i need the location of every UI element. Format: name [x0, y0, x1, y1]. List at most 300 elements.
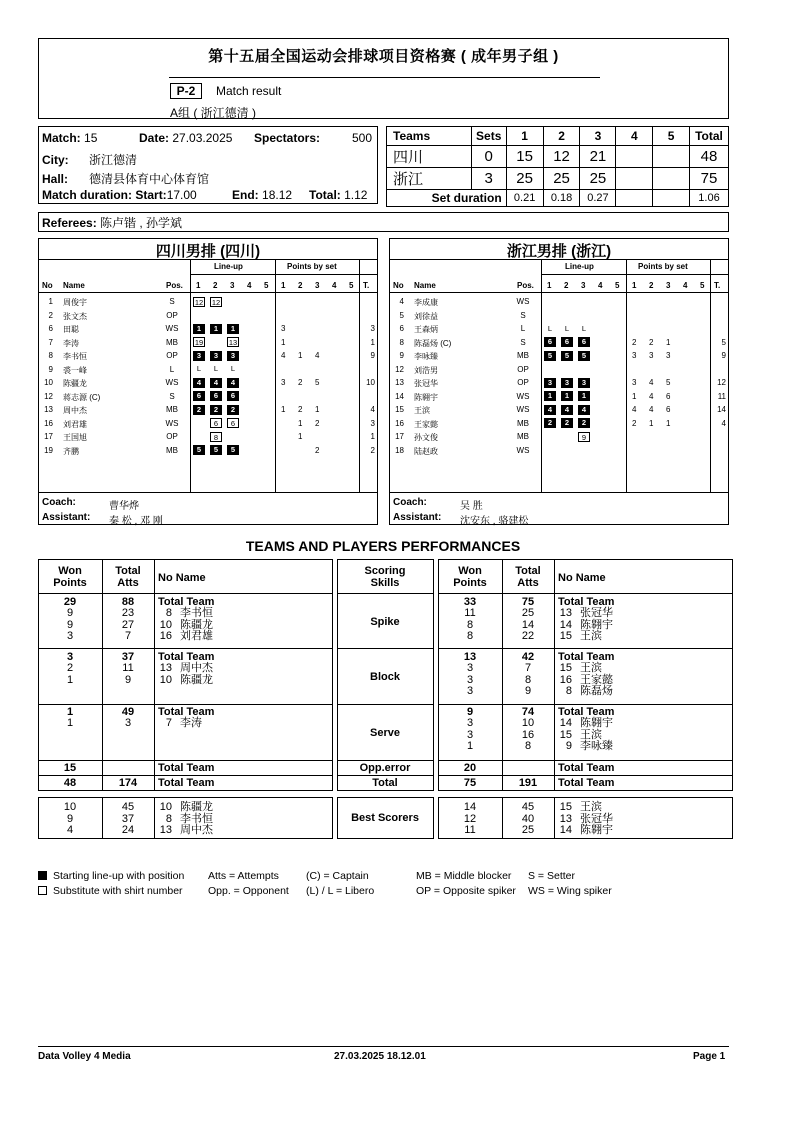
right-player-atts: 10: [521, 717, 535, 729]
lineup-marker: 1: [561, 391, 573, 401]
scoreboard-row-away: [387, 168, 729, 190]
right-total-atts: 191: [518, 777, 538, 789]
right-team-label: Total Team: [558, 596, 615, 608]
skills-row-divider: [337, 760, 433, 761]
col-no: No: [393, 281, 404, 290]
player-name: 李涛: [63, 338, 79, 348]
legend-s: S = Setter: [528, 870, 575, 882]
player-name: 陈磊炀 (C): [414, 338, 452, 348]
lineup-marker: 5: [578, 351, 590, 361]
referees-label: Referees:: [42, 216, 97, 230]
lineup-marker: 2: [544, 418, 556, 428]
lineup-marker: 1: [193, 324, 205, 334]
scoreboard-table: [386, 126, 729, 207]
left-best-name: 李书恒: [180, 812, 213, 825]
sets-won: 0: [471, 146, 506, 168]
left-performance-row-divider: [38, 593, 332, 594]
team-name: 浙江: [387, 168, 472, 190]
player-name: 刘君雄: [63, 419, 87, 429]
skills-table: [337, 559, 434, 791]
right-performance-col-divider: [554, 559, 555, 790]
player-total-points: 1: [370, 432, 375, 441]
skills-row-divider: [337, 648, 433, 649]
legend-op: OP = Opposite spiker: [416, 885, 516, 897]
player-number: 2: [48, 310, 53, 320]
right-best-won: 12: [463, 812, 477, 825]
lineup-marker: 6: [210, 391, 222, 401]
lineup-marker: 5: [210, 445, 222, 455]
lineup-marker: 4: [544, 405, 556, 415]
player-name: 陈翱宇: [414, 392, 438, 402]
left-player-number: 7: [165, 717, 172, 729]
player-total-points: 14: [717, 405, 726, 414]
player-number: 1: [48, 297, 53, 306]
team-header-rule: [390, 259, 728, 260]
right-total-won: 75: [463, 777, 477, 789]
lineup-marker: 6: [210, 418, 222, 428]
player-position: S: [520, 337, 526, 347]
player-number: 12: [395, 364, 404, 374]
total-set-duration: 1.06: [690, 190, 729, 207]
right-player-won: 3: [466, 662, 474, 674]
left-player-atts: 3: [124, 717, 132, 729]
left-player-atts: 27: [121, 618, 135, 631]
right-player-won: 3: [466, 728, 474, 741]
right-player-won: 3: [466, 673, 474, 686]
left-best-name: 周中杰: [180, 824, 213, 836]
player-name: 周俊宇: [63, 298, 87, 307]
lineup-marker: L: [581, 323, 587, 333]
set-points: 1: [298, 432, 303, 441]
col-lineup-set: 1: [196, 281, 201, 290]
left-header-name: No Name: [158, 572, 206, 584]
team-panel-home: [38, 238, 378, 525]
group-label: A组 ( 浙江德清 ): [170, 106, 256, 120]
set-points: 3: [281, 378, 286, 387]
player-total-points: 2: [370, 445, 375, 455]
right-team-won: 33: [463, 596, 477, 608]
team-name: 四川: [387, 146, 472, 168]
lineup-marker: 4: [210, 378, 222, 388]
player-total-points: 10: [366, 378, 375, 387]
header-set-4: 4: [616, 127, 653, 146]
left-best-divider: [102, 797, 103, 838]
right-performance-row-divider: [438, 775, 732, 776]
report-code: P-2: [170, 83, 202, 99]
footer-left: Data Volley 4 Media: [38, 1051, 131, 1062]
lineup-marker: 3: [210, 351, 222, 361]
left-best-atts: 45: [121, 801, 135, 813]
header-total: Total: [690, 127, 729, 146]
date-label: Date:: [139, 131, 170, 145]
left-best-number: 10: [159, 801, 172, 813]
lineup-marker: L: [230, 364, 236, 373]
set-points: 5: [315, 378, 320, 387]
coach-rule: [390, 492, 728, 493]
right-player-name: 陈翱宇: [580, 618, 613, 631]
legend-ws: WS = Wing spiker: [528, 885, 612, 897]
lineup-marker: 12: [211, 297, 221, 307]
lineup-marker: 2: [561, 418, 573, 428]
right-header-name: No Name: [558, 572, 606, 584]
right-player-won: 11: [464, 607, 476, 619]
footer-timestamp: 27.03.2025 18.12.01: [334, 1051, 426, 1062]
lineup-marker: 5: [561, 351, 573, 361]
set-points: 4: [315, 351, 320, 360]
lineup-marker: 19: [194, 338, 204, 347]
legend-starting: [38, 870, 184, 882]
player-position: OP: [517, 364, 529, 374]
right-header-won: Won Points: [453, 565, 487, 589]
right-best-atts: 25: [521, 824, 535, 836]
match-info-box: [38, 126, 378, 204]
left-player-name: 陈疆龙: [180, 618, 213, 631]
player-number: 13: [44, 405, 53, 414]
right-player-atts: 16: [521, 728, 535, 741]
right-performance-table: [438, 559, 733, 791]
player-name: 王家懿: [414, 419, 438, 429]
best-skills-cell: [337, 797, 434, 839]
right-opp-error-won: 20: [463, 762, 477, 774]
right-performance-row-divider: [438, 704, 732, 705]
left-player-number: 16: [159, 630, 172, 642]
set-points: 6: [666, 405, 671, 414]
set-points: 3: [281, 324, 286, 333]
player-position: WS: [516, 445, 530, 455]
player-position: OP: [166, 351, 178, 360]
left-player-number: 10: [159, 673, 172, 686]
left-best-atts: 24: [121, 824, 135, 836]
right-player-name: 王滨: [580, 662, 602, 674]
right-player-atts: 14: [521, 618, 535, 631]
player-total-points: 9: [721, 351, 726, 360]
player-name: 刘徐益: [414, 311, 438, 321]
player-number: 13: [395, 378, 404, 387]
player-position: MB: [517, 351, 529, 360]
set-duration: [653, 190, 690, 207]
left-player-atts: 11: [122, 662, 134, 674]
lineup-marker: 5: [227, 445, 239, 455]
player-position: MB: [166, 405, 178, 414]
skill-name: Total: [372, 777, 398, 789]
set-duration: [616, 190, 653, 207]
lineup-marker: 6: [578, 337, 590, 347]
right-player-atts: 7: [524, 662, 532, 674]
column-header-rule: [390, 292, 728, 293]
set-score: [653, 146, 690, 168]
match-number: 15: [84, 131, 98, 145]
city-label: City:: [42, 153, 69, 167]
left-team-atts: 49: [121, 706, 135, 718]
right-team-atts: 75: [521, 596, 535, 608]
set-score: 21: [580, 146, 616, 168]
outline-square-icon: [38, 886, 47, 895]
player-total-points: 12: [717, 378, 726, 387]
header-set-3: 3: [580, 127, 616, 146]
right-player-atts: 8: [524, 740, 532, 752]
player-position: S: [520, 310, 526, 320]
points-divider: [626, 259, 627, 492]
right-player-number: 15: [559, 728, 572, 741]
set-duration-row: [387, 190, 729, 207]
lineup-marker: 13: [228, 338, 238, 347]
header-rule: [169, 77, 600, 78]
right-best-won: 14: [463, 801, 477, 813]
right-best-name: 陈翱宇: [580, 824, 613, 836]
left-player-number: 10: [159, 618, 172, 631]
left-player-name: 周中杰: [180, 662, 213, 674]
right-performance-row-divider: [438, 648, 732, 649]
lineup-marker: L: [213, 364, 219, 373]
coach-name: 吴 胜: [460, 501, 483, 512]
lineup-marker: 4: [578, 405, 590, 415]
lineup-marker: 4: [193, 378, 205, 388]
col-lineup-set: 4: [598, 281, 603, 290]
player-name: 李咏臻: [414, 352, 438, 361]
right-player-won: 3: [466, 717, 474, 729]
player-total-points: 1: [370, 337, 375, 347]
lineup-marker: 1: [578, 391, 590, 401]
set-points: 4: [632, 405, 637, 414]
total-label: Total:: [309, 188, 341, 202]
legend-starting-text: Starting line-up with position: [53, 870, 185, 882]
player-total-points: 3: [370, 324, 375, 333]
right-team-won: 13: [463, 651, 477, 663]
lineup-marker: 6: [227, 418, 239, 428]
left-best-won: 9: [66, 812, 74, 825]
right-player-name: 王滨: [580, 728, 602, 741]
set-points: 1: [666, 418, 671, 428]
left-best-number: 8: [165, 812, 172, 825]
right-player-number: 13: [559, 607, 572, 619]
right-best-atts: 45: [521, 801, 535, 813]
filled-square-icon: [38, 871, 47, 880]
subheader-rule: [541, 274, 728, 275]
right-total-label: Total Team: [558, 777, 615, 789]
player-number: 6: [399, 324, 404, 333]
player-position: WS: [165, 324, 179, 333]
coach-name: 曹华烨: [109, 501, 139, 512]
report-header: [38, 38, 729, 119]
lineup-marker: 1: [544, 391, 556, 401]
lineup-marker: L: [547, 323, 553, 333]
team-name-heading: 浙江男排 (浙江): [506, 243, 612, 260]
col-points-set: 2: [298, 281, 303, 290]
lineup-marker: L: [196, 364, 202, 373]
set-points: 2: [649, 337, 654, 347]
set-points: 1: [666, 337, 671, 347]
col-lineup-set: 5: [615, 281, 620, 290]
set-score: [653, 168, 690, 190]
set-duration: 0.18: [543, 190, 580, 207]
left-team-atts: 88: [121, 596, 135, 608]
player-name: 张文杰: [63, 311, 87, 321]
set-points: 3: [649, 351, 654, 360]
player-name: 蒋志源 (C): [63, 392, 101, 402]
start-time: 17.00: [166, 188, 197, 202]
left-best-won: 10: [63, 801, 77, 813]
legend-captain: (C) = Captain: [306, 870, 369, 882]
set-score: 12: [543, 146, 580, 168]
left-team-label: Total Team: [158, 596, 215, 608]
city-value: 浙江德清: [89, 153, 138, 167]
left-performance-row-divider: [38, 648, 332, 649]
right-opp-error-label: Total Team: [558, 762, 615, 774]
total-divider: [359, 259, 360, 492]
player-number: 19: [44, 445, 53, 455]
set-points: 1: [632, 391, 637, 401]
left-team-atts: 37: [121, 651, 135, 663]
right-best-table: [438, 797, 733, 839]
col-lineup-set: 3: [230, 281, 235, 290]
right-team-atts: 42: [521, 651, 535, 663]
legend-substitute-text: Substitute with shirt number: [53, 885, 183, 897]
player-position: MB: [517, 418, 529, 428]
total-divider: [710, 259, 711, 492]
legend-libero: (L) / L = Libero: [306, 885, 375, 897]
lineup-marker: 4: [227, 378, 239, 388]
col-lineup-set: 5: [264, 281, 269, 290]
col-points-set: 5: [349, 281, 354, 290]
right-player-number: 15: [559, 662, 572, 674]
left-player-name: 陈疆龙: [180, 673, 213, 686]
left-player-won: 9: [66, 618, 74, 631]
points-label: Points by set: [287, 262, 337, 271]
player-number: 9: [399, 351, 404, 360]
assistant-names: 沈安东 , 骆建松: [460, 516, 529, 527]
right-best-name: 王滨: [580, 801, 602, 813]
player-position: WS: [516, 391, 530, 401]
left-player-won: 1: [66, 673, 74, 686]
skill-name: Block: [370, 671, 400, 683]
player-name: 裘一峰: [63, 365, 87, 375]
right-player-atts: 25: [521, 607, 535, 619]
sets-won: 3: [471, 168, 506, 190]
right-player-number: 15: [559, 630, 572, 642]
right-team-label: Total Team: [558, 651, 615, 663]
hall-value: 德清县体育中心体育馆: [89, 172, 210, 186]
subheader-rule: [190, 274, 377, 275]
points-label: Points by set: [638, 262, 688, 271]
lineup-marker: 1: [210, 324, 222, 334]
referees-box: [38, 212, 729, 232]
set-points: 2: [298, 378, 303, 387]
total-duration: 1.12: [344, 188, 368, 202]
legend-atts: Atts = Attempts: [208, 870, 279, 882]
lineup-marker: 5: [544, 351, 556, 361]
player-number: 12: [44, 391, 53, 401]
player-name: 陆赵政: [414, 446, 438, 456]
left-team-won: 29: [63, 596, 77, 608]
left-player-number: 8: [165, 607, 172, 619]
lineup-marker: 6: [227, 391, 239, 401]
player-total-points: 4: [721, 418, 726, 428]
set-points: 1: [281, 337, 286, 347]
best-scorers-label: Best Scorers: [351, 812, 419, 824]
col-lineup-set: 3: [581, 281, 586, 290]
right-player-atts: 22: [521, 630, 535, 642]
left-player-name: 李涛: [180, 717, 202, 729]
set-score: [616, 146, 653, 168]
col-points-set: 2: [649, 281, 654, 290]
col-name: Name: [414, 281, 436, 290]
player-name: 王森炳: [414, 325, 438, 334]
set-score: 25: [506, 168, 543, 190]
col-lineup-set: 2: [564, 281, 569, 290]
right-player-number: 16: [559, 673, 572, 686]
player-position: S: [169, 391, 175, 401]
skill-name: Spike: [370, 615, 400, 628]
right-player-atts: 9: [524, 685, 532, 697]
player-total-points: 4: [370, 405, 375, 414]
header-set-2: 2: [543, 127, 580, 146]
lineup-marker: 9: [578, 432, 590, 442]
set-points: 2: [298, 405, 303, 414]
left-player-atts: 7: [124, 630, 132, 642]
right-best-number: 14: [559, 824, 572, 836]
set-points: 4: [649, 405, 654, 414]
col-points-set: 3: [315, 281, 320, 290]
footer-rule: [38, 1046, 729, 1047]
assistant-label: Assistant:: [42, 512, 91, 523]
footer-page: Page 1: [693, 1051, 726, 1062]
right-best-divider: [502, 797, 503, 838]
col-points-set: 1: [632, 281, 637, 290]
right-player-name: 李咏臻: [580, 740, 613, 752]
right-player-number: 14: [559, 717, 572, 729]
legend-mb: MB = Middle blocker: [416, 870, 512, 882]
player-number: 15: [395, 405, 404, 414]
set-points: 2: [315, 418, 320, 428]
left-team-won: 1: [66, 706, 74, 718]
col-total: T.: [363, 281, 370, 290]
player-number: 6: [48, 324, 53, 333]
player-number: 8: [399, 337, 404, 347]
set-points: 1: [649, 418, 654, 428]
left-best-atts: 37: [121, 812, 135, 825]
player-number: 18: [395, 445, 404, 455]
right-player-name: 陈翱宇: [580, 717, 613, 729]
right-team-won: 9: [466, 706, 474, 718]
set-points: 5: [666, 378, 671, 387]
lineup-divider: [541, 259, 542, 492]
right-player-won: 3: [466, 685, 474, 697]
skills-row-divider: [337, 593, 433, 594]
lineup-marker: 2: [227, 405, 239, 415]
left-best-name: 陈疆龙: [180, 801, 213, 813]
player-position: MB: [166, 337, 178, 347]
col-pos: Pos.: [166, 281, 183, 290]
set-points: 2: [632, 337, 637, 347]
right-player-number: 8: [565, 685, 572, 697]
performance-title: TEAMS AND PLAYERS PERFORMANCES: [245, 538, 521, 554]
report-code-label: Match result: [216, 84, 282, 98]
player-number: 7: [48, 337, 53, 347]
left-player-number: 13: [159, 662, 172, 674]
left-player-won: 2: [66, 662, 74, 674]
left-total-label: Total Team: [158, 777, 215, 789]
spectators-label: Spectators:: [254, 131, 321, 145]
set-duration: 0.27: [580, 190, 616, 207]
legend-substitute: [38, 885, 183, 897]
match-label: Match:: [42, 131, 81, 145]
right-player-won: 1: [466, 740, 474, 752]
right-player-name: 王家懿: [580, 673, 613, 686]
player-position: WS: [516, 297, 530, 306]
skills-row-divider: [337, 704, 433, 705]
player-name: 王国旭: [63, 433, 87, 442]
header-set-1: 1: [506, 127, 543, 146]
